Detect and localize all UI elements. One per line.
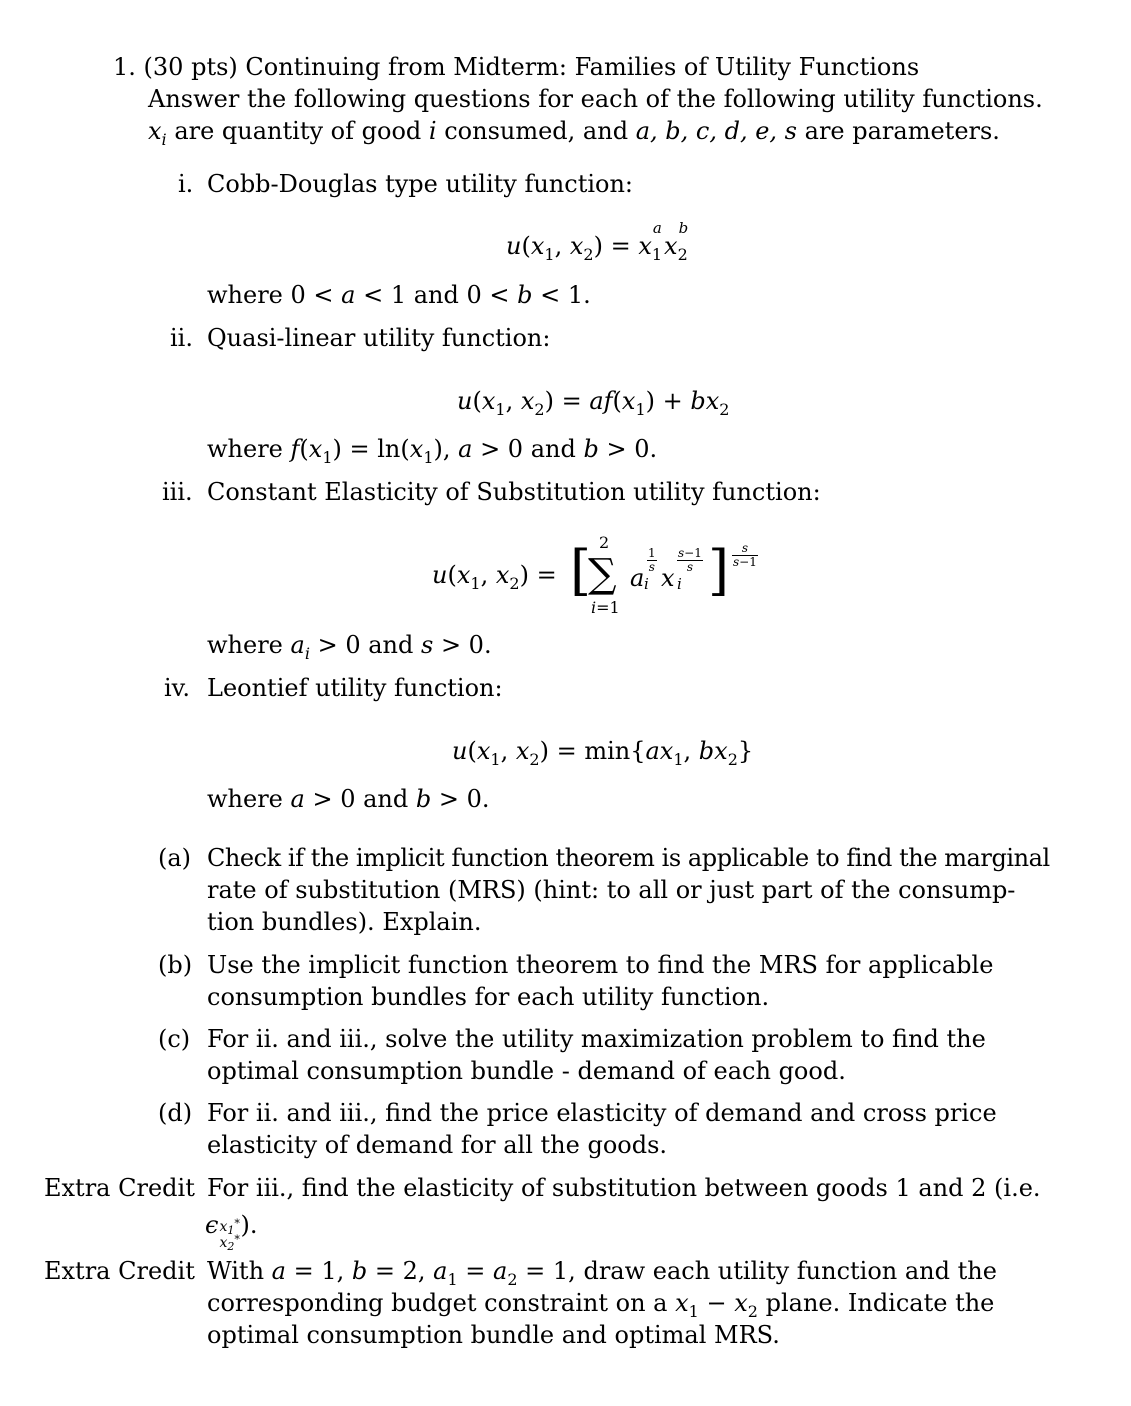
part-label-b: (b) — [158, 951, 193, 979]
question-notation: $x_i$ are quantity of good i consumed, and a, b, c, d, e, s are parameters. — [148, 117, 1000, 149]
ces-sum-upper: 2 — [599, 533, 610, 552]
extra-credit-2-line-3: optimal consumption bundle and optimal MRS. — [207, 1321, 780, 1349]
part-label-a: (a) — [158, 844, 192, 872]
where-cobb-douglas: where 0 < a < 1 and 0 < b < 1. — [207, 281, 591, 309]
question-title: Continuing from Midterm: Families of Utility Functions — [245, 53, 920, 81]
question-number: 1. — [113, 53, 136, 81]
ces-bracket-left: [ — [570, 539, 592, 602]
extra-credit-1-line-1: For iii., find the elasticity of substitution between goods 1 and 2 (i.e. — [207, 1174, 1041, 1202]
extra-credit-label-2: Extra Credit — [44, 1257, 195, 1285]
part-a-line-2: rate of substitution (MRS) (hint: to all or just part of the consump- — [207, 876, 1016, 904]
part-label-d: (d) — [158, 1099, 193, 1127]
function-label-ii: ii. — [170, 324, 193, 352]
part-d-line-1: For ii. and iii., find the price elasticity of demand and cross price — [207, 1099, 997, 1127]
ces-bracket-right: ] — [708, 539, 730, 602]
ces-outer-exp: $\frac{s}{s-1}$ — [733, 541, 757, 569]
function-label-iii: iii. — [162, 478, 193, 506]
equation-ces: $u(x_1$, $x_2$) = — [432, 561, 557, 593]
question-header — [113, 55, 919, 79]
part-label-c: (c) — [158, 1025, 191, 1053]
part-c-line-1: For ii. and iii., solve the utility maximization problem to find the — [207, 1025, 986, 1053]
function-name-iii: Constant Elasticity of Substitution utility function: — [207, 478, 821, 506]
part-a-line-1: Check if the implicit function theorem is applicable to find the marginal — [207, 844, 1050, 872]
function-name-iv: Leontief utility function: — [207, 674, 503, 702]
ces-term-a-exp: $\frac{1}{s}$ — [648, 546, 656, 574]
extra-credit-1-line-2: ϵ $x_1^*$ $x_2^*$ ). — [205, 1211, 258, 1253]
function-label-iv: iv. — [164, 674, 191, 702]
equation-quasi-linear: $u(x_1$, $x_2) = af(x_1) + bx_2$ — [457, 387, 730, 419]
function-name-i: Cobb-Douglas type utility function: — [207, 170, 633, 198]
ces-sigma: ∑ — [588, 551, 617, 597]
ces-term-a-sub: i — [644, 575, 649, 593]
extra-credit-2-line-2: corresponding budget constraint on a $x_1 - x_2$ plane. Indicate the — [207, 1289, 995, 1321]
ces-term-a: a — [630, 564, 645, 592]
part-b-line-1: Use the implicit function theorem to find the MRS for applicable — [207, 951, 994, 979]
ces-term-x-sub: i — [677, 575, 682, 593]
ces-term-x: x — [661, 564, 675, 592]
question-points: (30 pts) — [143, 53, 238, 81]
equation-cobb-douglas: $u(x_1$, $x_2) = x$ a $_1$x b $_2$ — [506, 219, 689, 264]
where-ces: where $a_i > 0$ and s > 0. — [207, 631, 492, 663]
question-instructions: Answer the following questions for each of the following utility functions. — [148, 85, 1043, 113]
part-a-line-3: tion bundles). Explain. — [207, 908, 482, 936]
ces-sum-lower: i=1 — [591, 598, 620, 617]
where-quasi-linear: where $f(x_1) = \ln(x_1)$, a > 0 and b > 0. — [207, 435, 658, 467]
extra-credit-label-1: Extra Credit — [44, 1174, 195, 1202]
part-b-line-2: consumption bundles for each utility function. — [207, 983, 770, 1011]
part-d-line-2: elasticity of demand for all the goods. — [207, 1131, 668, 1159]
part-c-line-2: optimal consumption bundle - demand of each good. — [207, 1057, 846, 1085]
function-name-ii: Quasi-linear utility function: — [207, 324, 551, 352]
extra-credit-2-line-1: With a = 1, b = 2, $a_1 = a_2 = 1$, draw each utility function and the — [207, 1257, 997, 1289]
ces-term-x-exp: $\frac{s-1}{s}$ — [678, 546, 702, 574]
where-leontief: where a > 0 and b > 0. — [207, 785, 490, 813]
equation-leontief: $u(x_1$, $x_2) = \min\{ax_1$, $bx_2$} — [452, 737, 754, 769]
function-label-i: i. — [178, 170, 194, 198]
